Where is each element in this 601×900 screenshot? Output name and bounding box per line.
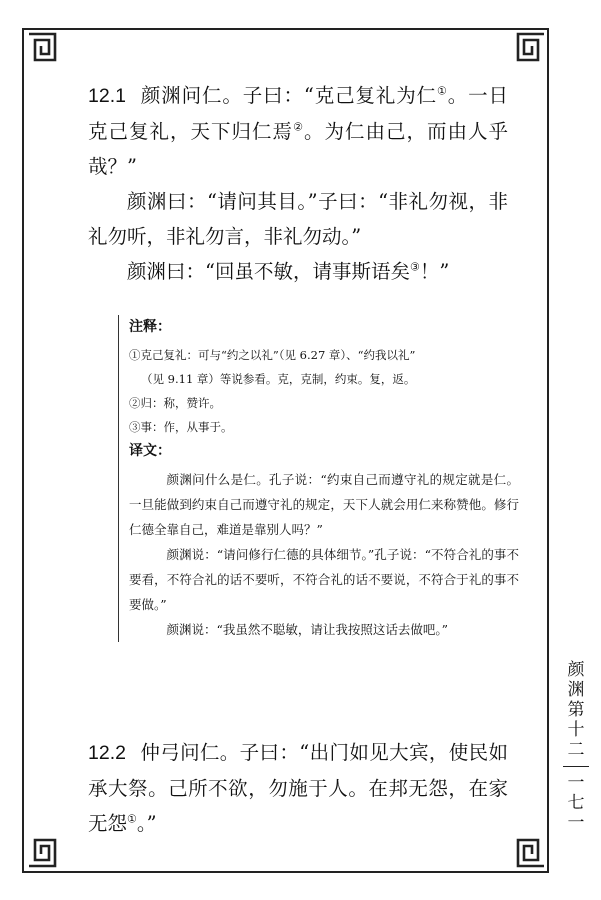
margin-header: [563, 660, 589, 833]
page-number-vertical: 一七一: [567, 773, 585, 833]
text-span: 仲弓问仁。子曰：“出门如见大宾，使民如承大祭。己所不欲，勿施于人。在邦无怨，在家无怨: [88, 741, 508, 835]
corner-ornament-top-left: [27, 32, 57, 62]
translation-heading: 译文：: [129, 443, 171, 459]
section-12-2-para-1: [88, 735, 508, 841]
text-span: 颜渊曰：“回虽不敏，请事斯语矣: [127, 260, 410, 283]
corner-ornament-bottom-right: [516, 838, 546, 868]
footnote-marker: ①: [127, 812, 137, 826]
note-1: ①克己复礼：可与“约之以礼”（见 6.27 章）、“约我以礼”: [129, 348, 416, 362]
footnote-marker: ③: [409, 260, 420, 274]
text-span: ！”: [419, 260, 450, 283]
section-number: 12.1: [88, 85, 126, 107]
section-12-1-para-1: [88, 78, 508, 184]
section-12-1-para-3: [88, 254, 508, 289]
margin-divider: [563, 766, 589, 767]
chapter-title-vertical: 颜渊第十二: [567, 660, 585, 760]
translation-para-1: 颜渊问什么是仁。孔子说：“约束自己而遵守礼的规定就是仁。一旦能做到约束自己而遵守礼的规定，天下人就会用仁来称赞他。修行仁德全靠自己，难道是靠别人吗？”: [129, 472, 519, 537]
footnote-marker: ①: [436, 84, 448, 98]
section-12-1-para-2: 颜渊曰：“请问其目。”子曰：“非礼勿视，非礼勿听，非礼勿言，非礼勿动。”: [88, 190, 508, 248]
section-number: 12.2: [88, 742, 126, 764]
section-12-1: [88, 78, 508, 289]
text-span: 。为仁由己，而由人乎哉？”: [88, 120, 508, 178]
text-span: 颜渊问仁。子曰：“克己复礼为仁: [139, 84, 437, 107]
notes-and-translation: [118, 315, 519, 642]
translation-para-3: 颜渊说：“我虽然不聪敏，请让我按照这话去做吧。”: [166, 622, 449, 637]
corner-ornament-top-right: [516, 32, 546, 62]
text-span: 。一日克己复礼，天下归仁焉: [88, 84, 508, 143]
note-2: ②归：称，赞许。: [129, 396, 221, 410]
footnote-marker: ②: [293, 120, 304, 134]
note-1-continued: （见 9.11 章）等说参看。克，克制，约束。复，返。: [141, 372, 416, 386]
translation-para-2: 颜渊说：“请问修行仁德的具体细节。”孔子说：“不符合礼的事不要看，不符合礼的话不要听，不符合礼的话不要说，不符合于礼的事不要做。”: [129, 547, 519, 612]
corner-ornament-bottom-left: [27, 838, 57, 868]
section-12-2: [88, 735, 508, 841]
text-span: 。”: [136, 812, 157, 835]
note-3: ③事：作，从事于。: [129, 420, 233, 434]
notes-heading: 注释：: [129, 319, 171, 335]
